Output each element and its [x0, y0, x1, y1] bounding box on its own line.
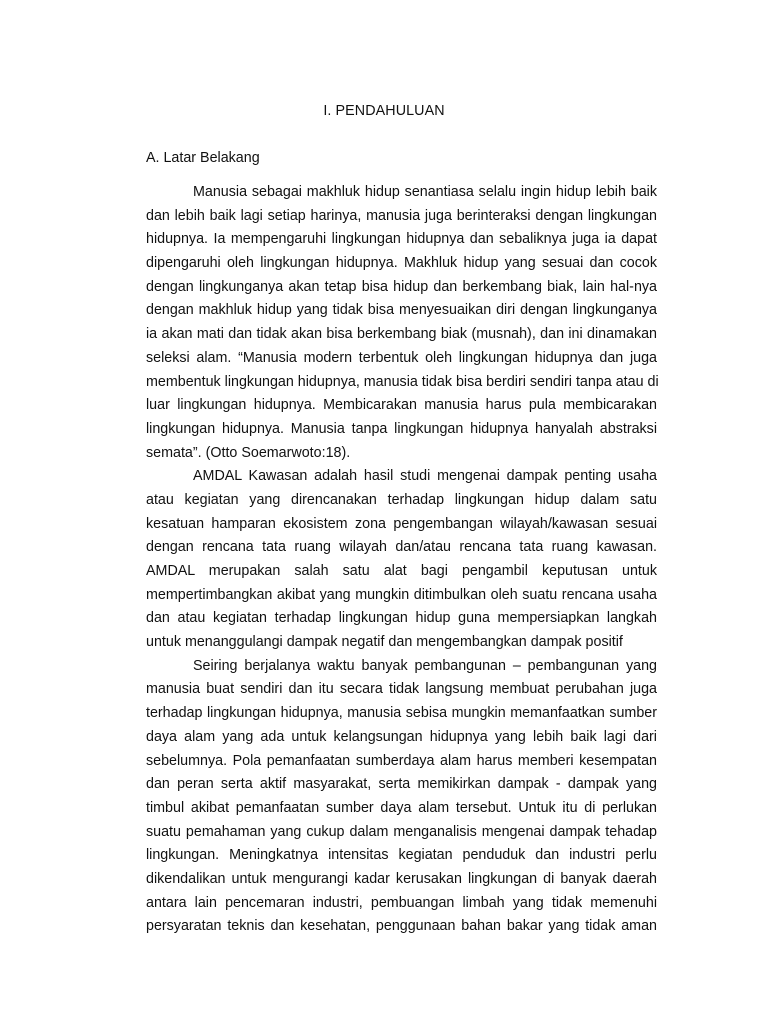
- text-line: daya alam yang ada untuk kelangsungan hidupnya yang lebih baik lagi dari: [146, 728, 657, 745]
- text-line: AMDAL merupakan salah satu alat bagi pengambil keputusan untuk: [146, 563, 657, 579]
- text-line: seleksi alam. “Manusia modern terbentuk oleh lingkungan hidupnya dan juga: [146, 349, 657, 366]
- text-line: lingkungan hidupnya. Manusia tanpa lingkungan hidupnya hanyalah abstraksi: [146, 420, 657, 437]
- text-line: terhadap lingkungan hidupnya, manusia sebisa mungkin memanfaatkan sumber: [146, 705, 657, 722]
- text-line: kesatuan hamparan ekosistem zona pengembangan wilayah/kawasan sesuai: [146, 515, 657, 532]
- text-line: dengan makhluk hidup yang tidak bisa menyesuaikan diri dengan lingkunganya: [146, 302, 657, 319]
- text-line: untuk menanggulangi dampak negatif dan mengembangkan dampak positif: [146, 634, 623, 651]
- text-line: Seiring berjalanya waktu banyak pembangunan – pembangunan yang: [193, 657, 657, 674]
- text-line: manusia buat sendiri dan itu secara tidak langsung membuat perubahan juga: [146, 681, 657, 698]
- body-text: [146, 181, 657, 939]
- text-line: atau kegiatan yang direncanakan terhadap lingkungan hidup dalam satu: [146, 491, 657, 508]
- text-line: sebelumnya. Pola pemanfaatan sumberdaya alam harus memberi kesempatan: [146, 752, 657, 769]
- text-line: ia akan mati dan tidak akan bisa berkembang biak (musnah), dan ini dinamakan: [146, 326, 657, 343]
- section-heading: A. Latar Belakang: [146, 150, 260, 166]
- text-line: mempertimbangkan akibat yang mungkin ditimbulkan oleh suatu rencana usaha: [146, 586, 657, 603]
- text-line: persyaratan teknis dan kesehatan, penggunaan bahan bakar yang tidak aman: [146, 918, 657, 935]
- text-line: luar lingkungan hidupnya. Membicarakan manusia harus pula membicarakan: [146, 397, 657, 414]
- text-line: timbul akibat pemanfaatan sumber daya alam tersebut. Untuk itu di perlukan: [146, 799, 657, 816]
- text-line: dan atau kegiatan terhadap lingkungan hidup guna mempersiapkan langkah: [146, 610, 657, 627]
- text-line: dipengaruhi oleh lingkungan hidupnya. Makhluk hidup yang sesuai dan cocok: [146, 255, 657, 272]
- text-line: antara lain pencemaran industri, pembuangan limbah yang tidak memenuhi: [146, 894, 657, 911]
- text-line: dan lebih baik lagi setiap harinya, manusia juga berinteraksi dengan lingkungan: [146, 207, 657, 224]
- text-line: lingkungan. Meningkatnya intensitas kegiatan penduduk dan industri perlu: [146, 847, 657, 864]
- text-line: dengan lingkunganya akan tetap bisa hidup dan berkembang biak, lain hal-nya: [146, 278, 657, 295]
- text-line: semata”. (Otto Soemarwoto:18).: [146, 444, 351, 461]
- text-line: dikendalikan untuk mengurangi kadar kerusakan lingkungan di banyak daerah: [146, 870, 657, 887]
- text-line: hidupnya. Ia mempengaruhi lingkungan hidupnya dan sebaliknya juga ia dapat: [146, 231, 657, 248]
- text-line: AMDAL Kawasan adalah hasil studi mengenai dampak penting usaha: [193, 468, 657, 485]
- text-line: membentuk lingkungan hidupnya, manusia tidak bisa berdiri sendiri tanpa atau di: [146, 373, 659, 390]
- text-line: dengan rencana tata ruang wilayah dan/atau rencana tata ruang kawasan.: [146, 539, 657, 556]
- text-line: Manusia sebagai makhluk hidup senantiasa selalu ingin hidup lebih baik: [193, 184, 657, 200]
- page-title: I. PENDAHULUAN: [323, 103, 445, 119]
- text-line: suatu pemahaman yang cukup dalam menganalisis mengenai dampak tehadap: [146, 823, 657, 840]
- text-line: dan peran serta aktif masyarakat, serta memikirkan dampak - dampak yang: [146, 776, 657, 793]
